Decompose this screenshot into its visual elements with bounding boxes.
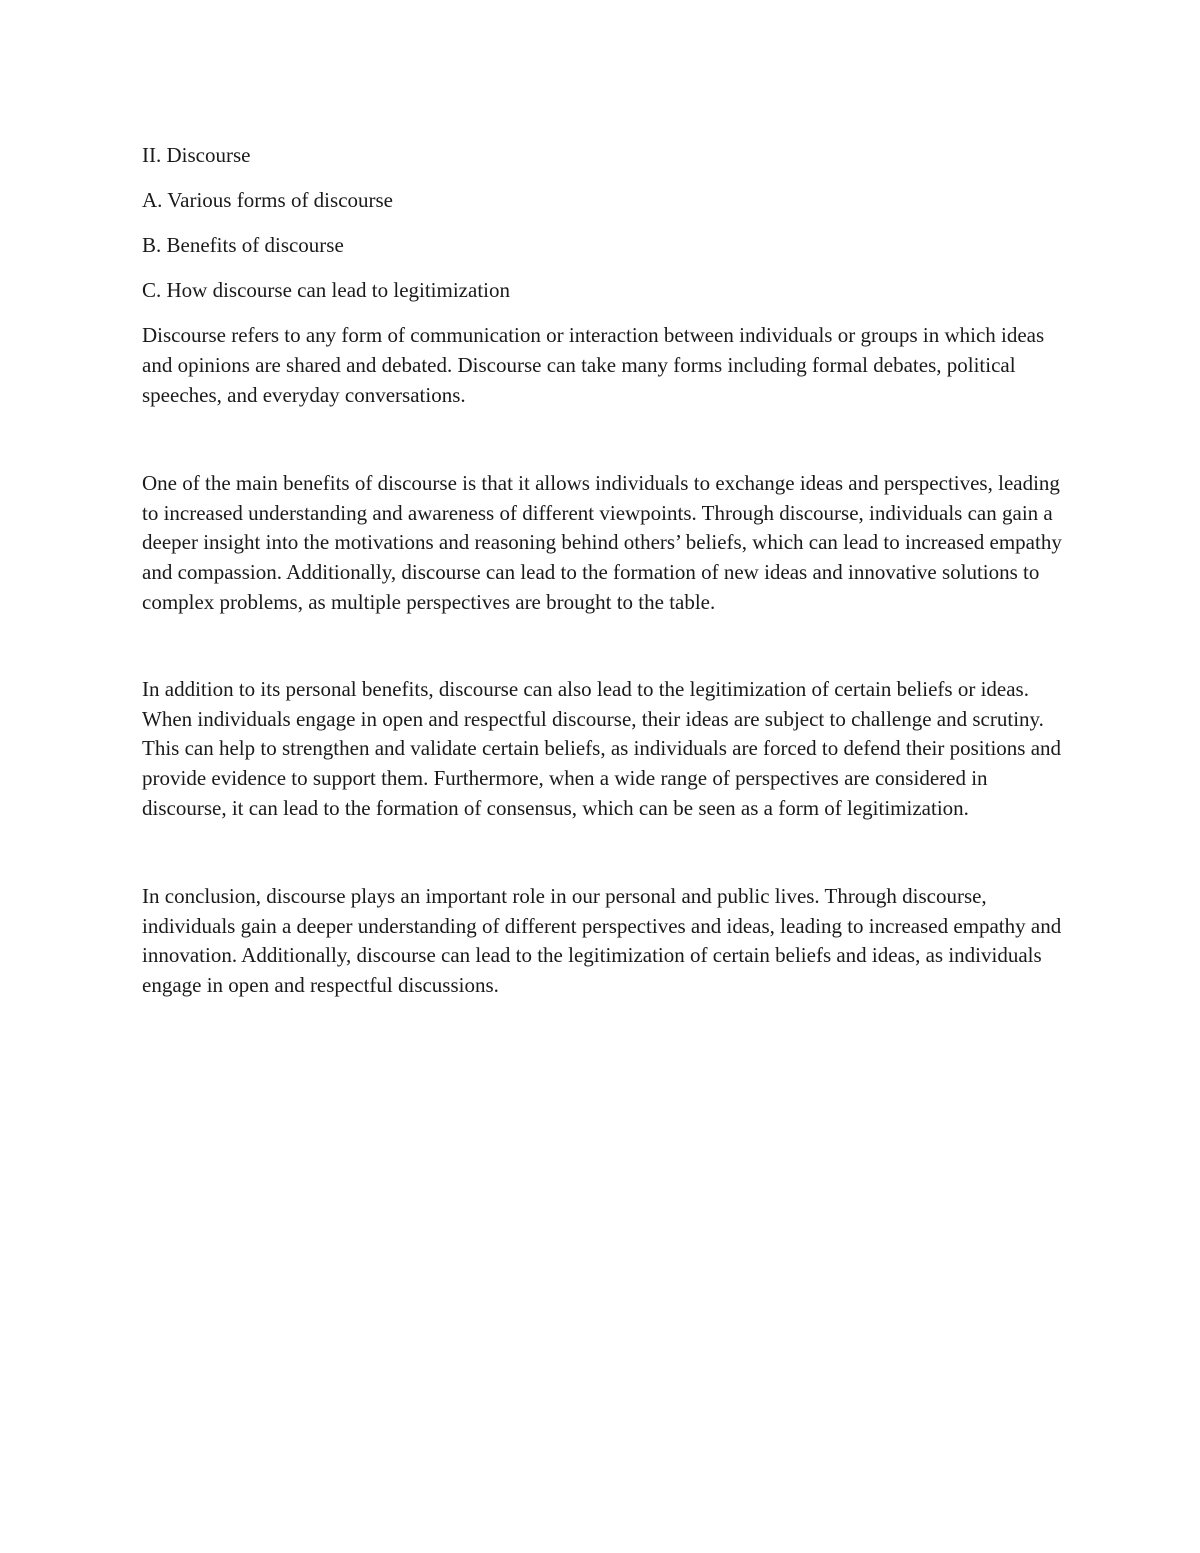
outline-item-b: B. Benefits of discourse — [142, 233, 344, 258]
paragraph-conclusion: In conclusion, discourse plays an important role in our personal and public lives. Through discourse, individuals gain a deeper understanding of different perspectives and ideas, leading to increased empathy and innovation. Additionally, discourse can lead to the legitimization of certain beliefs and ideas, as individuals engage in open and respectful discussions. — [142, 884, 1062, 997]
outline-item-c: C. How discourse can lead to legitimization — [142, 278, 510, 303]
outline-item-a: A. Various forms of discourse — [142, 188, 393, 213]
outline-heading: II. Discourse — [142, 143, 251, 167]
paragraph-benefits: One of the main benefits of discourse is that it allows individuals to exchange ideas and perspectives, leading to increased understanding and awareness of different viewpoints. Through discourse, individuals can gain a deeper insight into the motivations and reasoning behind others’ beliefs, which can lead to increased empathy and compassion. Additionally, discourse can lead to the formation of new ideas and innovative solutions to complex problems, as multiple perspectives are brought to the table. — [142, 471, 1062, 614]
document-body — [142, 141, 1062, 1000]
paragraph-definition: Discourse refers to any form of communication or interaction between individuals or groups in which ideas and opinions are shared and debated. Discourse can take many forms including formal debates, political speeches, and everyday conversations. — [142, 323, 1045, 407]
paragraph-legitimization: In addition to its personal benefits, discourse can also lead to the legitimization of certain beliefs or ideas. When individuals engage in open and respectful discourse, their ideas are subject to challenge and scrutiny. This can help to strengthen and validate certain beliefs, as individuals are forced to defend their positions and provide evidence to support them. Furthermore, when a wide range of perspectives are considered in discourse, it can lead to the formation of consensus, which can be seen as a form of legitimization. — [142, 677, 1062, 820]
